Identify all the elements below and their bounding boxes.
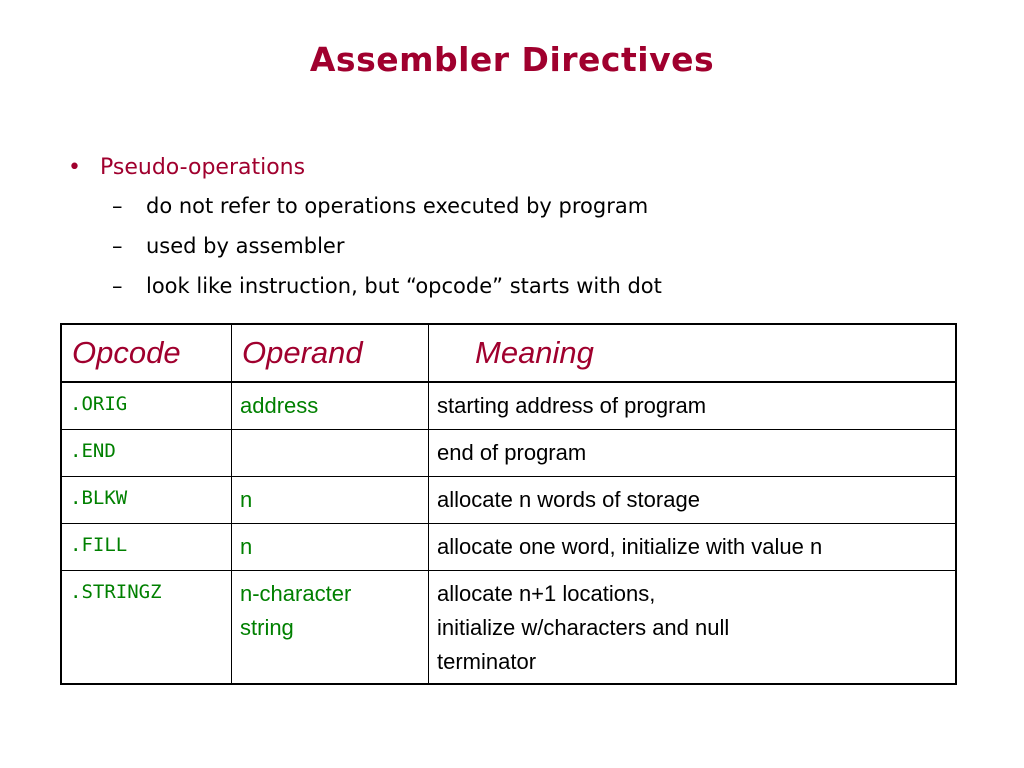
table-row: [61, 524, 956, 571]
bullet-dot-icon: •: [68, 155, 81, 180]
operand-cell: n: [232, 524, 429, 571]
dash-icon: –: [112, 234, 123, 258]
meaning-cell: [429, 571, 957, 685]
table-row: [61, 477, 956, 524]
meaning-cell: starting address of program: [429, 382, 957, 430]
meaning-line: terminator: [437, 649, 537, 674]
opcode-cell: .STRINGZ: [61, 571, 232, 685]
dash-icon: –: [112, 194, 123, 218]
operand-cell: n: [232, 477, 429, 524]
opcode-cell: .ORIG: [61, 382, 232, 430]
sub-bullet-item: [60, 226, 960, 266]
header-operand: Operand: [232, 324, 429, 382]
bullet-text: Pseudo-operations: [100, 155, 306, 180]
table-row: [61, 571, 956, 685]
meaning-cell: allocate n words of storage: [429, 477, 957, 524]
operand-cell: [232, 571, 429, 685]
sub-bullet-text: used by assembler: [146, 234, 345, 258]
table-row: [61, 382, 956, 430]
directives-table: [60, 323, 957, 685]
table-row: [61, 430, 956, 477]
meaning-cell: allocate one word, initialize with value n: [429, 524, 957, 571]
meaning-cell: end of program: [429, 430, 957, 477]
operand-cell: [232, 430, 429, 477]
operand-cell: address: [232, 382, 429, 430]
opcode-cell: .BLKW: [61, 477, 232, 524]
operand-line: n-character: [240, 581, 352, 606]
sub-bullet-text: do not refer to operations executed by program: [146, 194, 649, 218]
bullet-item: [60, 150, 960, 186]
bullet-list: [60, 150, 960, 306]
table-header-row: [61, 324, 956, 382]
sub-bullet-item: [60, 186, 960, 226]
slide-title: Assembler Directives: [309, 40, 715, 79]
meaning-line: allocate n+1 locations,: [437, 581, 656, 606]
sub-bullet-text: look like instruction, but “opcode” starts with dot: [146, 274, 662, 298]
opcode-cell: .FILL: [61, 524, 232, 571]
sub-bullet-item: [60, 266, 960, 306]
header-meaning: Meaning: [429, 324, 957, 382]
meaning-line: initialize w/characters and null: [437, 615, 730, 640]
header-opcode: Opcode: [61, 324, 232, 382]
dash-icon: –: [112, 274, 123, 298]
opcode-cell: .END: [61, 430, 232, 477]
operand-line: string: [240, 615, 294, 640]
